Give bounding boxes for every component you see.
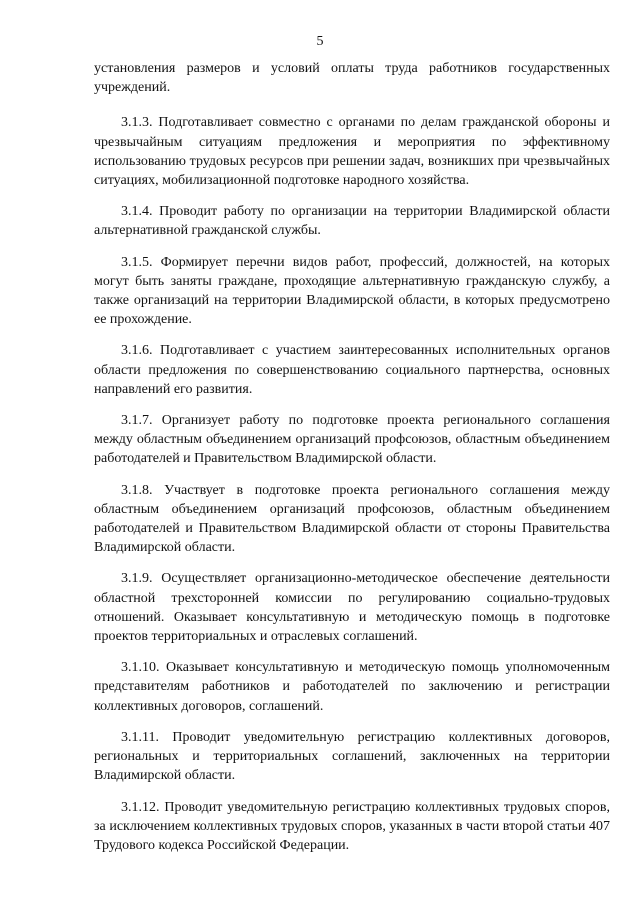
paragraph-3-1-3: 3.1.3. Подготавливает совместно с органами по делам гражданской обороны и чрезвычайным ситуациям предложения и мероприятия по эффективному использованию трудовых ресурсов при решении задач, возникших при чрезвычайных ситуациях, мобилизационной подготовке народного хозяйства. — [94, 115, 610, 189]
paragraph-3-1-6: 3.1.6. Подготавливает с участием заинтересованных исполнительных органов области предложения по совершенствованию социального партнерства, основных направлений его развития. — [94, 343, 610, 397]
paragraph-3-1-12: 3.1.12. Проводит уведомительную регистрацию коллективных трудовых споров, за исключением коллективных трудовых споров, указанных в части второй статьи 407 Трудового кодекса Российской Федерации. — [94, 799, 610, 853]
paragraph-3-1-8: 3.1.8. Участвует в подготовке проекта регионального соглашения между областным объединением организаций профсоюзов, областным объединением работодателей и Правительством Владимирской области от стороны Правительства Владимирской области. — [94, 482, 610, 556]
paragraph-3-1-5: 3.1.5. Формирует перечни видов работ, профессий, должностей, на которых могут быть заняты граждане, проходящие альтернативную гражданскую службу, а также организаций на территории Владимирской области, в которых предусмотрено ее прохождение. — [94, 254, 610, 328]
paragraph-3-1-10: 3.1.10. Оказывает консультативную и методическую помощь уполномоченным представителям работников и работодателей по заключению и регистрации коллективных договоров, соглашений. — [94, 660, 610, 714]
paragraph-3-1-7: 3.1.7. Организует работу по подготовке проекта регионального соглашения между областным объединением организаций профсоюзов, областным объединением работодателей и Правительством Владимирской области. — [94, 413, 610, 467]
paragraph-3-1-11: 3.1.11. Проводит уведомительную регистрацию коллективных договоров, региональных и территориальных соглашений, заключенных на территории Владимирской области. — [94, 729, 610, 784]
paragraph-3-1-9: 3.1.9. Осуществляет организационно-методическое обеспечение деятельности областной трехсторонней комиссии по регулированию социально-трудовых отношений. Оказывает консультативную и методическую помощь в подготовке проектов территориальных и отраслевых соглашений. — [94, 571, 610, 645]
page-number: 5 — [316, 34, 324, 49]
paragraph-continuation: установления размеров и условий оплаты труда работников государственных учреждений. — [94, 61, 610, 96]
paragraph-3-1-4: 3.1.4. Проводит работу по организации на территории Владимирской области альтернативной гражданской службы. — [94, 204, 610, 239]
document-body — [94, 59, 610, 867]
